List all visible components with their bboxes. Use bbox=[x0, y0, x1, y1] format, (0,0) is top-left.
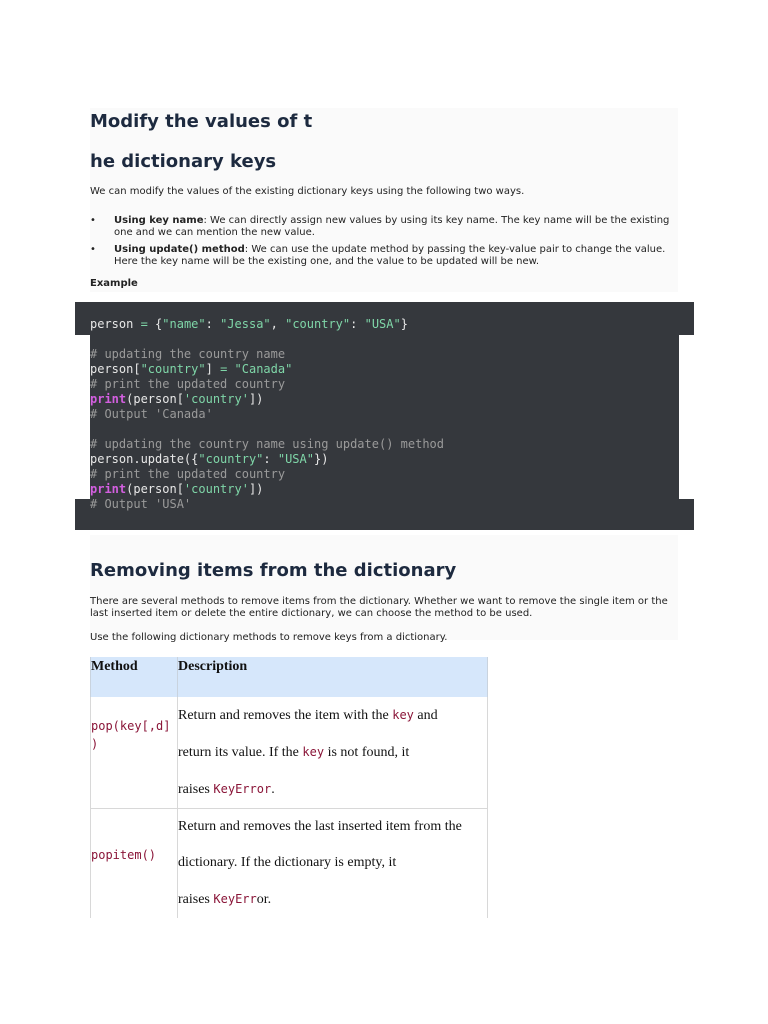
method-bullet-list bbox=[90, 215, 678, 273]
code-content bbox=[90, 317, 444, 512]
intro-paragraph: We can modify the values of the existing dictionary keys using the following two ways. bbox=[90, 186, 525, 197]
example-label: Example bbox=[90, 278, 138, 289]
description-cell bbox=[178, 697, 488, 809]
code-line: print(person['country']) bbox=[90, 392, 264, 406]
code-line: # updating the country name bbox=[90, 347, 286, 361]
description-line: return its value. If the key is not found, it bbox=[178, 745, 410, 760]
method-cell bbox=[91, 697, 178, 809]
code-line: # Output 'Canada' bbox=[90, 407, 213, 421]
inline-code: KeyErr bbox=[213, 892, 257, 906]
header-method: Method bbox=[91, 657, 178, 697]
method-name: popitem() bbox=[91, 848, 157, 862]
bullet-dot: • bbox=[90, 215, 96, 226]
section-modify-values bbox=[90, 108, 678, 292]
description-line: raises KeyError. bbox=[178, 892, 272, 907]
bullet-text: : We can directly assign new values by using its key name. The key name will be the existing one and we can mention the new value. bbox=[114, 215, 670, 238]
code-line: # print the updated country bbox=[90, 377, 286, 391]
code-scroll-edge-left bbox=[75, 335, 90, 499]
table-header-row bbox=[91, 657, 488, 697]
bullet-item bbox=[90, 244, 678, 268]
methods-table bbox=[90, 657, 488, 918]
inline-code: KeyError bbox=[213, 782, 272, 796]
code-line bbox=[90, 422, 444, 437]
code-line: person = {"name": "Jessa", "country": "USA"} bbox=[90, 317, 408, 331]
method-name bbox=[91, 717, 177, 753]
description-line: Return and removes the item with the key and bbox=[178, 708, 438, 723]
inline-code: key bbox=[392, 708, 414, 722]
remove-paragraph-1: There are several methods to remove items from the dictionary. Whether we want to remove the single item or the last inserted item or delete the entire dictionary, we can choose the method to be used. bbox=[90, 596, 668, 619]
section-title: Removing items from the dictionary bbox=[90, 560, 457, 581]
description-cell bbox=[178, 809, 488, 919]
method-name-line1: pop(key[,d] bbox=[91, 719, 171, 733]
header-description: Description bbox=[178, 657, 488, 697]
description-line: dictionary. If the dictionary is empty, it bbox=[178, 855, 397, 870]
bullet-bold: Using key name bbox=[114, 215, 204, 226]
code-line: # print the updated country bbox=[90, 467, 286, 481]
bullet-dot: • bbox=[90, 244, 96, 255]
section-removing-items bbox=[90, 535, 678, 643]
table-row bbox=[91, 697, 488, 809]
code-scroll-edge-right bbox=[679, 335, 694, 499]
code-line: # updating the country name using update() method bbox=[90, 437, 445, 451]
table-row bbox=[91, 809, 488, 919]
code-line: person["country"] = "Canada" bbox=[90, 362, 293, 376]
inline-code: key bbox=[302, 745, 325, 759]
method-name-line2: ) bbox=[91, 737, 99, 751]
code-block bbox=[75, 302, 694, 530]
bullet-text: : We can use the update method by passing the key-value pair to change the value. Here the key name will be the existing one, and the value to be updated will be new. bbox=[114, 244, 666, 267]
section-title-line1: Modify the values of t bbox=[90, 111, 313, 132]
bullet-item bbox=[90, 215, 678, 239]
method-cell bbox=[91, 809, 178, 919]
description-line: raises KeyError. bbox=[178, 782, 275, 797]
remove-paragraph-2: Use the following dictionary methods to remove keys from a dictionary. bbox=[90, 632, 448, 643]
code-line: print(person['country']) bbox=[90, 482, 264, 496]
bullet-bold: Using update() method bbox=[114, 244, 245, 255]
description-line: Return and removes the last inserted item from the bbox=[178, 819, 462, 834]
code-line: person.update({"country": "USA"}) bbox=[90, 452, 329, 466]
code-line bbox=[90, 332, 444, 347]
section-title-line2: he dictionary keys bbox=[90, 151, 277, 172]
code-line: # Output 'USA' bbox=[90, 497, 192, 511]
